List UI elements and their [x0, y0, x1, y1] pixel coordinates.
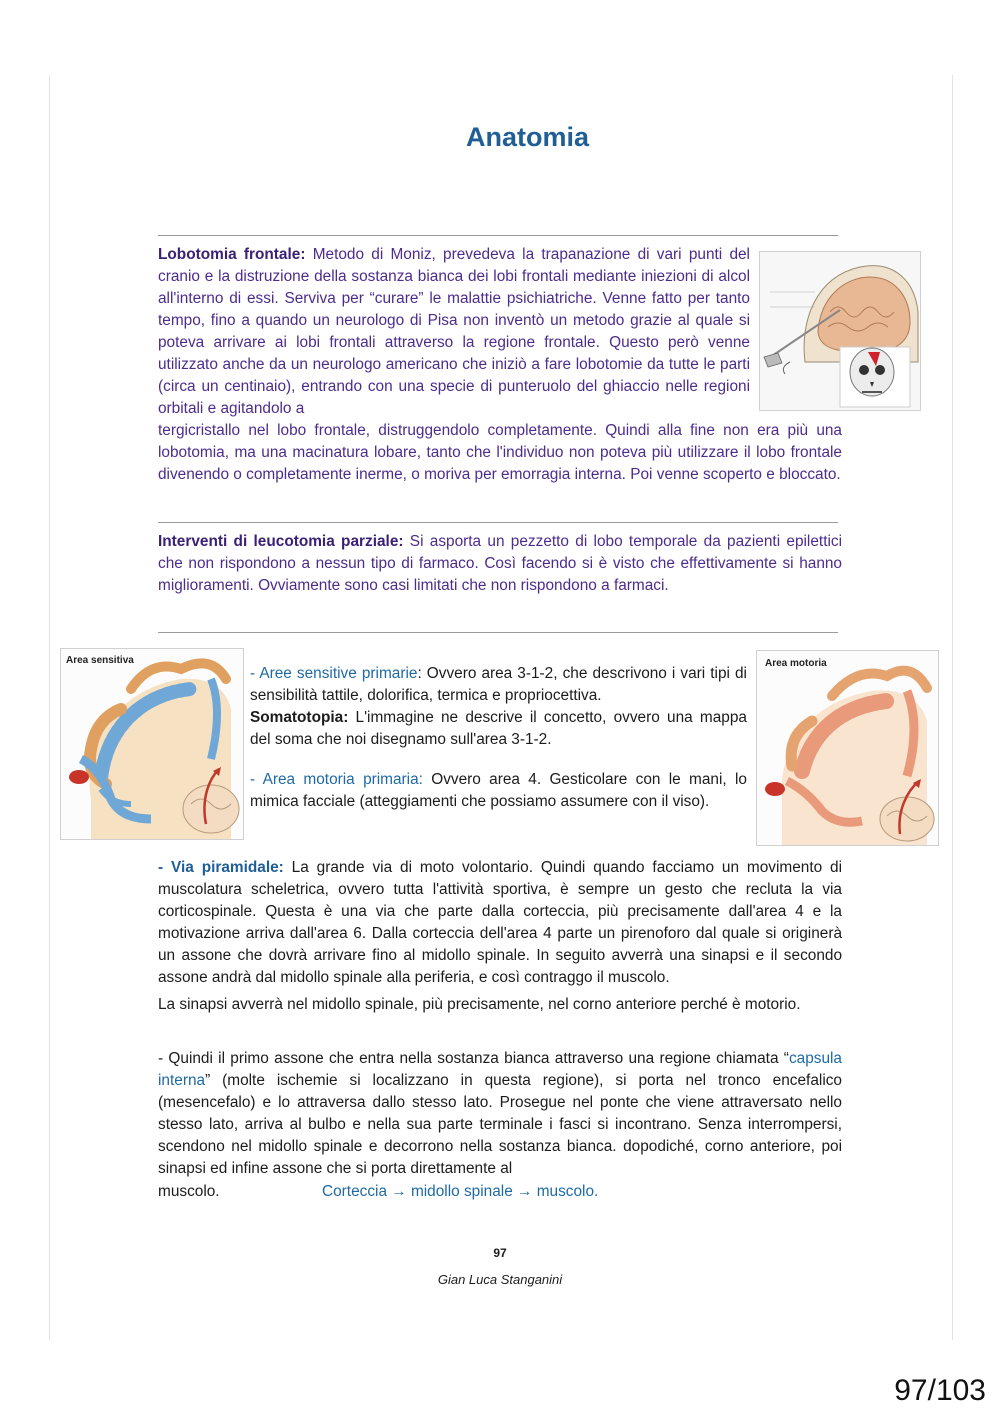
aree-sensitive-paragraph [250, 663, 747, 707]
quindi-text-post: ” (molte ischemie si localizzano in questa regione), si porta nel tronco encefalico (mesencefalo) e lo attraversa dallo stesso lato. Prosegue nel ponte che viene attraversato nello stesso lato, arriva al bulbo e nella sua parte terminale i fasci si incontrano. Senza interrompersi, scendono nel midollo spinale e decorrono nella sostanza bianca. dopodiché, corno anteriore, poi sinapsi ed infine assone che si porta direttamente al [158, 1072, 842, 1177]
lobotomy-figure [759, 251, 921, 411]
quindi-paragraph [158, 1048, 842, 1180]
divider [158, 632, 838, 633]
lobotomia-paragraph-continued: tergicristallo nel lobo frontale, distruggendolo completamente. Quindi alla fine non era più una lobotomia, ma una macinatura lobare, tanto che l'individuo non poteva più utilizzare il lobo frontale divenendo o completamente inerme, o moriva per emorragia interna. Poi venne scoperto e bloccato. [158, 422, 842, 483]
somatotopia-paragraph [250, 707, 747, 751]
author-name: Gian Luca Stanganini [437, 1272, 563, 1287]
via-piramidale-paragraph [158, 857, 842, 989]
page-number: 97 [493, 1246, 507, 1260]
somatotopia-label: Somatotopia: [250, 709, 349, 726]
lobotomia-paragraph [158, 244, 750, 420]
divider [158, 235, 838, 236]
leucotomia-text: Si asporta un pezzetto di lobo temporale da pazienti epilettici che non rispondono a nessun tipo di farmaco. Così facendo si è visto che effettivamente si hanno miglioramenti. Ovviamente sono casi limitati che non rispondono a farmaci. [158, 533, 843, 594]
area-motoria-paragraph [250, 769, 747, 813]
lobotomia-heading: Lobotomia frontale: [158, 246, 306, 263]
divider [158, 522, 838, 523]
capsula-interna-term: capsula interna [158, 1050, 842, 1089]
area-sensitiva-label: Area sensitiva [66, 655, 134, 666]
area-motoria-figure [756, 650, 939, 846]
lobotomia-text: Metodo di Moniz, prevedeva la trapanazione di vari punti del cranio e la distruzione della sostanza bianca dei lobi frontali mediante iniezioni di alcol all'interno di essi. Serviva per “curare” le malattie psichiatriche. Venne fatto per tanto tempo, fino a quando un neurologo di Pisa non inventò un metodo grazie al quale si poteva arrivare ai lobi frontali attraverso la regione frontale. Questo però venne utilizzato anche da un neurologo americano che iniziò a fare lobotomie da tutte le parti (circa un centinaio), entrando con una specie di punteruolo del ghiaccio nelle regioni orbitali e agitandolo a [158, 246, 750, 417]
area-motoria-label: - Area motoria primaria: [250, 771, 423, 788]
leucotomia-paragraph [158, 531, 842, 597]
via-piramidale-text: La grande via di moto volontario. Quindi quando facciamo un movimento di muscolatura scheletrica, ovvero tutta l'attività sportiva, è sempre un gesto che recluta la via corticospinale. Questa è una via che parte dalla corteccia, più precisamente dall'area 4 e la motivazione arriva dall'area 6. Dalla corteccia dell'area 4 parte un pirenoforo dal quale si originerà un assone che dovrà arrivare fino al midollo spinale. In seguito avverrà una sinapsi e il secondo assone andrà dal midollo spinale alla periferia, e così contraggo il muscolo. [158, 859, 843, 986]
aree-sensitive-text: : Ovvero area 3-1-2, che descrivono i vari tipi di sensibilità tattile, dolorifica, termica e propriocettiva. [250, 665, 747, 704]
page-title: Anatomia [465, 122, 590, 152]
quindi-text-pre: - Quindi il primo assone che entra nella sostanza bianca attraverso una regione chiamata “ [158, 1050, 789, 1067]
somatotopia-text: L'immagine ne descrive il concetto, ovvero una mappa del soma che noi disegnamo sull'area 3-1-2. [250, 709, 747, 748]
muscolo-word: muscolo. [158, 1183, 220, 1200]
sinapsi-paragraph: La sinapsi avverrà nel midollo spinale, più precisamente, nel corno anteriore perché è motorio. [158, 996, 801, 1013]
leucotomia-heading: Interventi di leucotomia parziale: [158, 533, 404, 550]
area-sensitiva-figure [60, 648, 244, 840]
aree-text-block [250, 663, 747, 813]
pathway-summary: Corteccia → midollo spinale → muscolo. [322, 1183, 599, 1200]
page-counter: 97/103 [894, 1374, 986, 1407]
area-motoria-text: Ovvero area 4. Gesticolare con le mani, lo mimica facciale (atteggiamenti che possiamo assumere con il viso). [250, 771, 747, 810]
via-piramidale-heading: - Via piramidale: [158, 859, 284, 876]
area-motoria-label: Area motoria [765, 658, 827, 669]
quindi-last-line [158, 1181, 842, 1203]
aree-sensitive-label: - Aree sensitive primarie [250, 665, 418, 682]
